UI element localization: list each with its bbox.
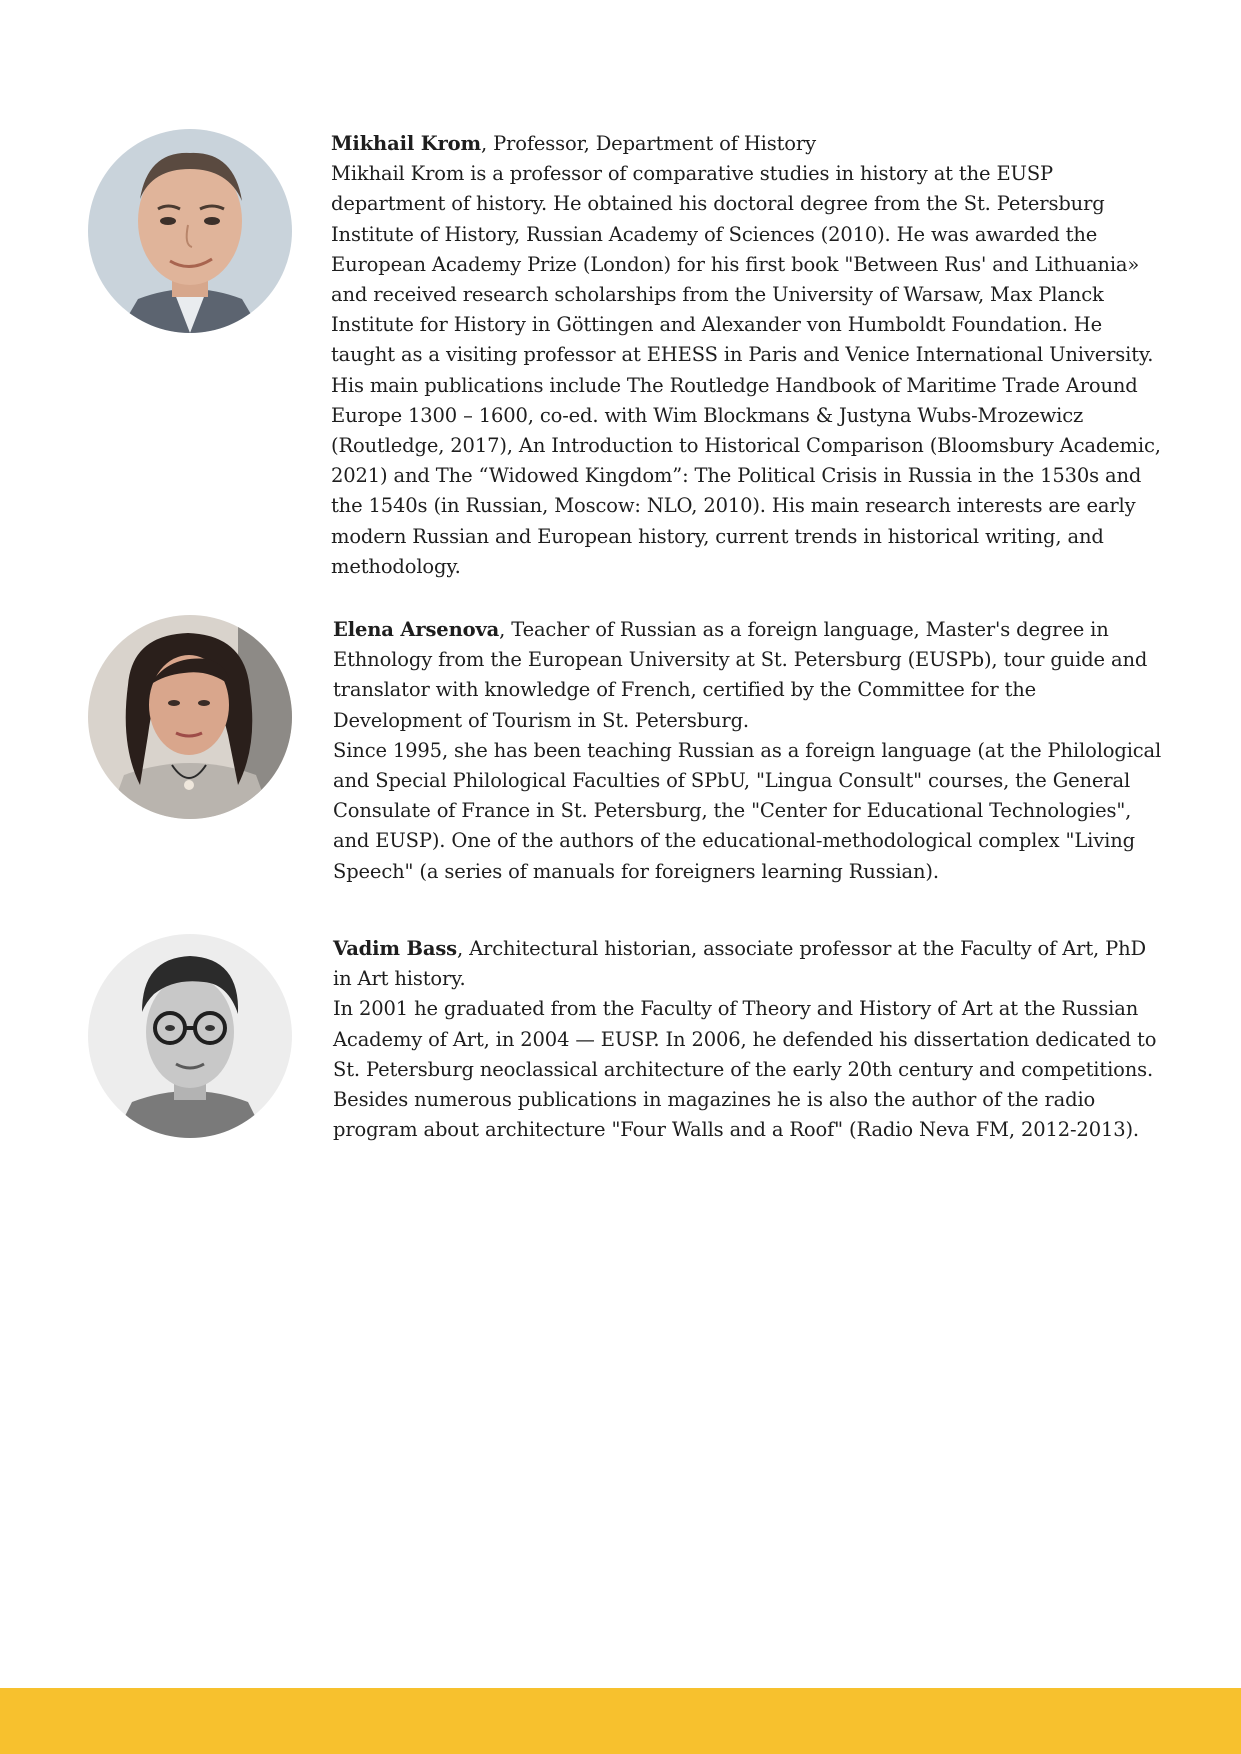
person-name: Mikhail Krom [331,132,481,155]
person-name: Elena Arsenova [333,618,500,641]
bio-text [333,615,1163,887]
bio-paragraph: In 2001 he graduated from the Faculty of Theory and History of Art at the Russian Academy of Art, in 2004 — EUSP. In 2006, he defended his dissertation dedicated to St. Petersburg neoclassical architecture of the early 20th century and competitions. Besides numerous publications in magazines he is also the author of the radio program about architecture "Four Walls and a Roof" (Radio Neva FM, 2012-2013). [333,997,1157,1142]
portrait-photo [88,615,292,819]
person-title: , Professor, Department of History [480,132,816,155]
portrait-photo [88,934,292,1138]
bio-paragraph: Mikhail Krom is a professor of comparative studies in history at the EUSP department of history. He obtained his doctoral degree from the St. Petersburg Institute of History, Russian Academy of Sciences (2010). He was awarded the European Academy Prize (London) for his first book "Between Rus' and Lithuania» and received research scholarships from the University of Warsaw, Max Planck Institute for History in Göttingen and Alexander von Humboldt Foundation. He taught as a visiting professor at EHESS in Paris and Venice International University. His main publications include The Routledge Handbook of Maritime Trade Around Europe 1300 – 1600, co-ed. with Wim Blockmans & Justyna Wubs-Mrozewicz (Routledge, 2017), An Introduction to Historical Comparison (Bloomsbury Academic, 2021) and The “Widowed Kingdom”: The Political Crisis in Russia in the 1530s and the 1540s (in Russian, Moscow: NLO, 2010). His main research interests are early modern Russian and European history, current trends in historical writing, and methodology. [331,162,1161,578]
bio-paragraph: Since 1995, she has been teaching Russian as a foreign language (at the Philological and Special Philological Faculties of SPbU, "Lingua Consult" courses, the General Consulate of France in St. Petersburg, the "Center for Educational Technologies", and EUSP). One of the authors of the educational-methodological complex "Living Speech" (a series of manuals for foreigners learning Russian). [333,738,1162,883]
portrait-photo [88,129,292,333]
person-title: , Teacher of Russian as a foreign language, Master's degree in Ethnology from the European University at St. Petersburg (EUSPb), tour guide and translator with knowledge of French, certified by the Committee for the Development of Tourism in St. Petersburg. [333,618,1148,732]
person-title: , Architectural historian, associate professor at the Faculty of Art, PhD in Art history. [333,937,1146,991]
bio-text [333,934,1163,1145]
person-name: Vadim Bass [333,937,458,960]
bio-text [331,129,1161,582]
portrait-photo-art [88,615,292,819]
bio-heading [331,129,1161,159]
bio-heading [333,934,1163,994]
portrait-photo-art [88,934,292,1138]
bio-heading [333,615,1163,736]
footer-bar [0,1688,1241,1754]
portrait-photo-art [88,129,292,333]
